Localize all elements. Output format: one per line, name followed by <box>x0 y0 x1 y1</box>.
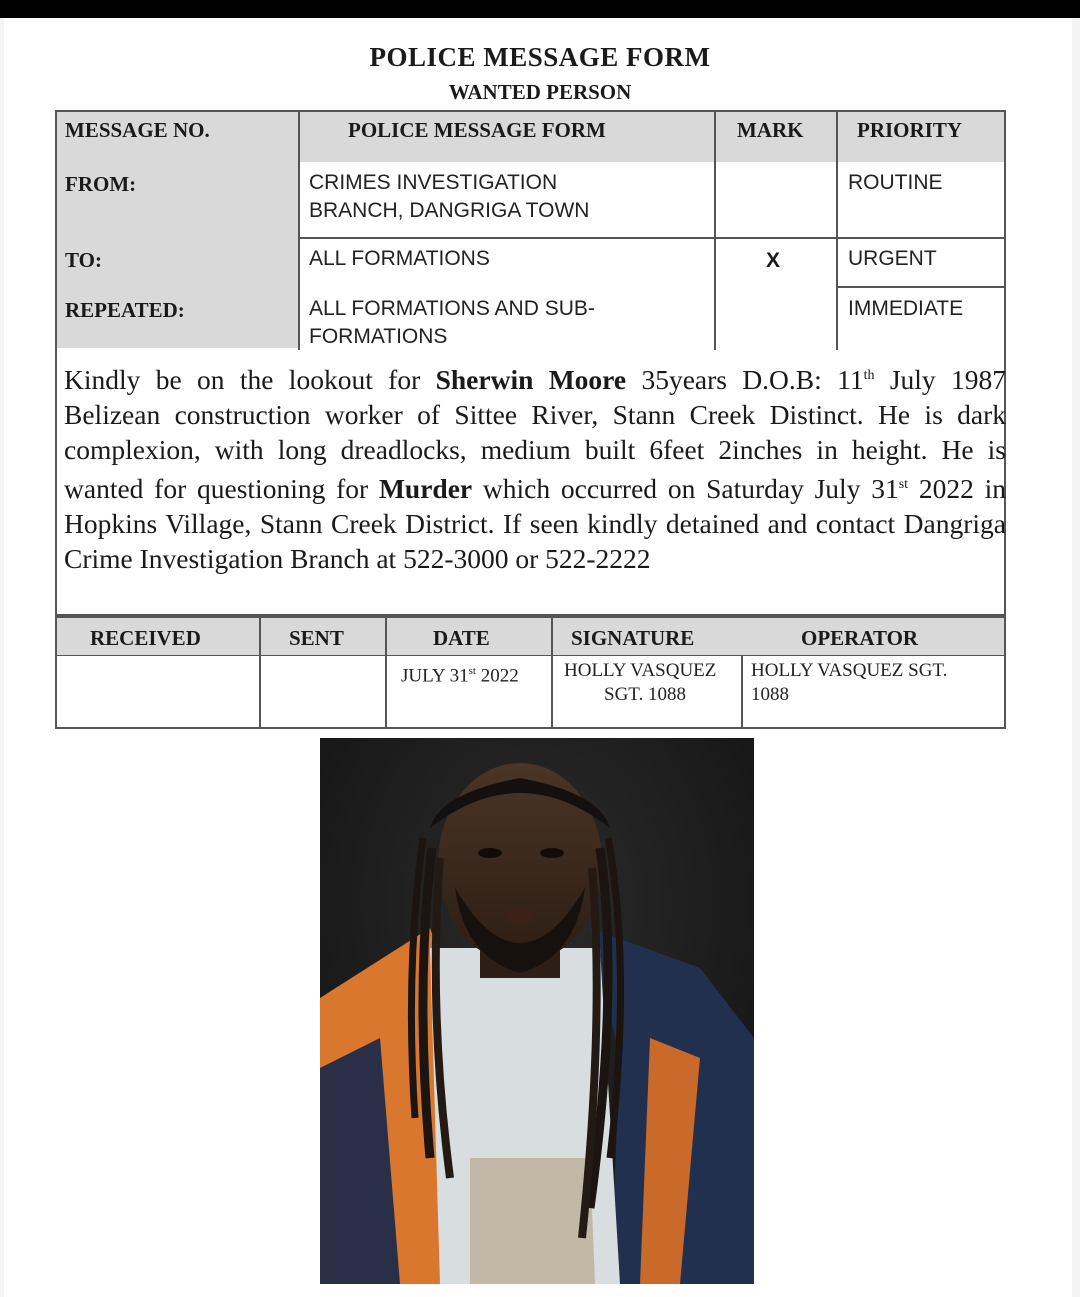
date-value-suffix: st <box>468 665 476 677</box>
rule <box>298 110 300 350</box>
date-value-month: JULY 31 <box>401 665 469 687</box>
repeated-value-line1: ALL FORMATIONS AND SUB- <box>309 297 595 320</box>
sent-label: SENT <box>289 626 344 650</box>
rule <box>55 655 1006 656</box>
date-value <box>401 659 519 688</box>
message-details-2: which occurred on Saturday July 31 <box>472 473 899 505</box>
rule <box>551 616 553 729</box>
from-value-line1: CRIMES INVESTIGATION <box>309 171 558 194</box>
from-label: FROM: <box>65 172 137 196</box>
message-details-3: 2022 in Hopkins Village, Stann Creek District. If seen kindly detained and contact Dangriga Crime Investigation Branch at 522-3000 or 522-2222 <box>64 473 1007 575</box>
repeated-label: REPEATED: <box>65 298 185 322</box>
rule <box>259 616 261 729</box>
date-label: DATE <box>433 626 490 650</box>
signature-label: SIGNATURE <box>571 626 695 650</box>
received-label: RECEIVED <box>90 626 201 650</box>
operator-line2: 1088 <box>751 684 789 705</box>
to-value: ALL FORMATIONS <box>309 247 490 270</box>
rule <box>1004 616 1006 729</box>
rule <box>55 110 1006 112</box>
operator-line1: HOLLY VASQUEZ SGT. <box>751 660 948 681</box>
suspect-photo <box>320 738 754 1284</box>
urgent-mark: X <box>766 249 781 272</box>
rule <box>836 110 838 350</box>
message-details-1: July 1987 Belizean construction worker of Sittee River, Stann Creek Distinct. He is dark complexion, with long dreadlocks, medium built 6feet 2inches in height. He is wanted for questioning for <box>64 364 1007 505</box>
rule <box>741 656 743 729</box>
message-body <box>64 358 1006 576</box>
to-label: TO: <box>65 248 102 272</box>
message-no-label: MESSAGE NO. <box>65 118 210 142</box>
rule <box>836 286 1006 288</box>
priority-urgent: URGENT <box>848 247 937 270</box>
form-subtitle: WANTED PERSON <box>448 80 632 104</box>
rule <box>714 110 716 350</box>
priority-immediate: IMMEDIATE <box>848 297 964 320</box>
operator-label: OPERATOR <box>801 626 919 650</box>
crime-name: Murder <box>378 473 473 505</box>
dob-suffix: th <box>863 368 875 383</box>
priority-label: PRIORITY <box>857 118 963 142</box>
rule <box>298 237 1006 239</box>
form-title: POLICE MESSAGE FORM <box>369 42 711 72</box>
date-suffix: st <box>898 477 909 493</box>
rule <box>55 727 1006 729</box>
suspect-name: Sherwin Moore <box>435 364 627 396</box>
rule <box>385 616 387 729</box>
signature-line1: HOLLY VASQUEZ <box>564 660 717 681</box>
message-intro: Kindly be on the lookout for <box>64 364 436 396</box>
rule <box>55 616 57 729</box>
date-value-year: 2022 <box>475 665 519 687</box>
signature-line2: SGT. 1088 <box>604 684 686 705</box>
mark-label: MARK <box>737 118 804 142</box>
rule <box>55 616 1006 618</box>
rule <box>55 110 57 615</box>
message-age-dob: 35years D.O.B: 11 <box>626 364 864 396</box>
from-value-line2: BRANCH, DANGRIGA TOWN <box>309 199 590 222</box>
repeated-value-line2: FORMATIONS <box>309 325 448 348</box>
priority-routine: ROUTINE <box>848 171 943 194</box>
top-bar <box>0 0 1080 18</box>
message-no-value: POLICE MESSAGE FORM <box>348 118 606 142</box>
suspect-photo-illustration <box>320 738 754 1284</box>
